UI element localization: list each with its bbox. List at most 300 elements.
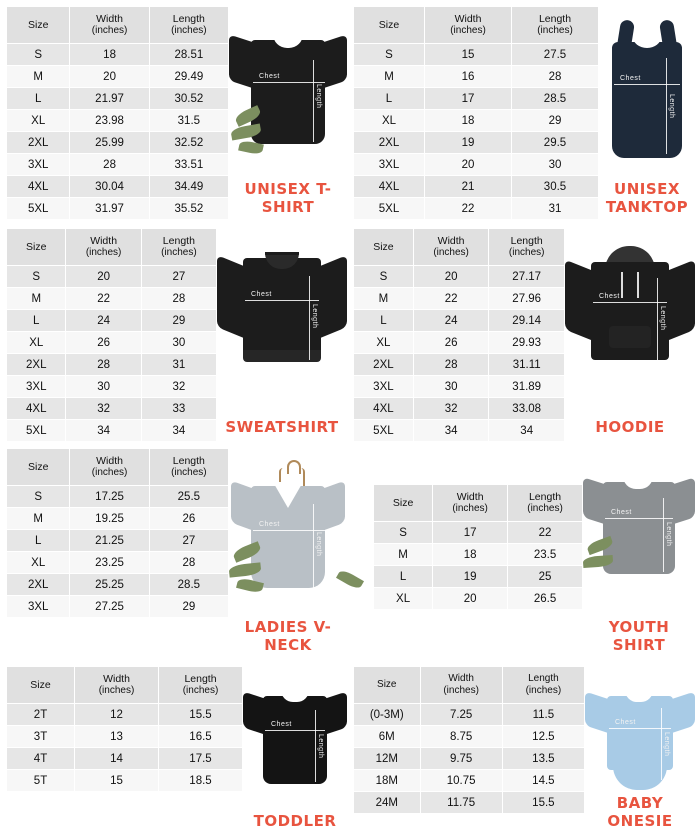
cell-size: 5XL [7, 198, 70, 220]
header-size: Size [354, 7, 425, 44]
garment-illustration-youth-shirt [583, 442, 695, 660]
size-table-wrapper [0, 222, 217, 442]
header-length-unit: (inches) [537, 25, 573, 36]
cell-width: 14 [75, 748, 159, 770]
section-hoodie [347, 222, 695, 442]
table-row [7, 288, 217, 310]
cell-size: M [354, 288, 414, 310]
cell-width: 21.97 [70, 88, 149, 110]
header-length-text: Length [528, 673, 559, 684]
cell-length: 29.14 [489, 310, 565, 332]
length-label: Length [317, 734, 324, 759]
table-row [354, 176, 599, 198]
header-width [413, 229, 489, 266]
header-size: Size [7, 667, 75, 704]
cell-width: 22 [425, 198, 512, 220]
hoodie-icon [565, 244, 695, 372]
cell-width: 20 [66, 266, 141, 288]
cell-length: 32.52 [149, 132, 228, 154]
length-measure-line [666, 58, 667, 154]
cell-size: 5XL [7, 420, 66, 442]
cell-length: 12.5 [502, 726, 584, 748]
header-width-text: Width [103, 673, 130, 685]
header-width-unit: (inches) [450, 25, 486, 36]
cell-width: 13 [75, 726, 159, 748]
cell-width: 9.75 [420, 748, 502, 770]
chest-measure-line [614, 84, 680, 85]
cell-size: S [7, 486, 70, 508]
cell-size: 2XL [354, 132, 425, 154]
table-row [374, 544, 583, 566]
header-width-unit: (inches) [98, 685, 135, 696]
chest-label: Chest [615, 719, 636, 726]
header-length-text: Length [172, 455, 205, 467]
cell-width: 23.98 [70, 110, 149, 132]
cell-length: 18.5 [159, 770, 243, 792]
table-row [354, 420, 565, 442]
cell-size: 2XL [7, 354, 66, 376]
cell-size: L [354, 88, 425, 110]
header-width [70, 7, 149, 44]
cell-size: 3XL [354, 154, 425, 176]
header-length-unit: (inches) [525, 685, 562, 696]
header-width-text: Width [96, 13, 123, 25]
header-length [141, 229, 216, 266]
length-measure-line [663, 498, 664, 572]
table-row [7, 266, 217, 288]
cell-length: 31 [512, 198, 599, 220]
table-row [354, 154, 599, 176]
cell-width: 31.97 [70, 198, 149, 220]
garment-illustration-unisex-tanktop [599, 0, 695, 222]
cell-width: 20 [413, 266, 489, 288]
table-row [7, 332, 217, 354]
vneck-collar [273, 482, 303, 508]
cell-length: 35.52 [149, 198, 228, 220]
length-label: Length [311, 304, 318, 329]
cell-size: 3XL [354, 376, 414, 398]
cell-length: 31.5 [149, 110, 228, 132]
table-header-row [354, 7, 599, 44]
cell-width: 34 [413, 420, 489, 442]
garment-illustration-unisex-tshirt [229, 0, 347, 222]
size-table-unisex-tanktop [353, 6, 599, 220]
cell-width: 8.75 [420, 726, 502, 748]
cell-width: 19.25 [70, 508, 149, 530]
cell-length: 30 [512, 154, 599, 176]
cell-size: XL [374, 588, 433, 610]
table-row [7, 110, 229, 132]
cell-size: L [354, 310, 414, 332]
header-length-text: Length [528, 491, 562, 503]
length-label: Length [668, 94, 675, 119]
cell-width: 18 [433, 544, 508, 566]
cell-width: 23.25 [70, 552, 149, 574]
cell-size: 3XL [7, 154, 70, 176]
table-row [354, 332, 565, 354]
cell-length: 34 [489, 420, 565, 442]
cell-length: 27 [141, 266, 216, 288]
cell-width: 12 [75, 704, 159, 726]
header-width [420, 667, 502, 704]
table-row [354, 44, 599, 66]
header-length-unit: (inches) [508, 247, 545, 258]
cell-length: 26.5 [508, 588, 583, 610]
cell-length: 28.51 [149, 44, 228, 66]
cell-width: 11.75 [420, 792, 502, 814]
chest-measure-line [253, 530, 325, 531]
cell-size: L [7, 530, 70, 552]
table-row [7, 726, 243, 748]
cell-length: 30 [141, 332, 216, 354]
header-width [425, 7, 512, 44]
cell-length: 27.5 [512, 44, 599, 66]
length-label: Length [665, 522, 672, 547]
cell-width: 25.25 [70, 574, 149, 596]
size-table-wrapper [0, 0, 229, 220]
vneck-icon [229, 468, 347, 596]
size-table-youth-shirt [373, 484, 583, 610]
hoodie-drawstring-left [621, 272, 623, 298]
garment-illustration-sweatshirt [217, 222, 347, 442]
cell-size: M [7, 288, 66, 310]
cell-size: (0-3M) [354, 704, 421, 726]
cell-width: 10.75 [420, 770, 502, 792]
cell-size: M [7, 508, 70, 530]
table-row [354, 288, 565, 310]
section-youth-shirt [347, 442, 695, 660]
cell-length: 34.49 [149, 176, 228, 198]
cell-width: 24 [413, 310, 489, 332]
header-size: Size [354, 667, 421, 704]
header-length [502, 667, 584, 704]
cell-width: 15 [75, 770, 159, 792]
table-header-row [374, 485, 583, 522]
cell-width: 22 [413, 288, 489, 310]
table-row [354, 266, 565, 288]
table-body [354, 266, 565, 442]
header-length-text: Length [184, 673, 217, 685]
cell-size: L [7, 88, 70, 110]
table-row [7, 574, 229, 596]
header-length-unit: (inches) [161, 247, 197, 258]
cell-size: S [374, 522, 433, 544]
size-table-unisex-tshirt [6, 6, 229, 220]
header-width-text: Width [454, 13, 482, 25]
table-row [354, 354, 565, 376]
cell-size: 24M [354, 792, 421, 814]
section-toddler [0, 660, 347, 836]
onesie-icon [585, 682, 695, 794]
cell-length: 29 [149, 596, 228, 618]
table-body [374, 522, 583, 610]
table-row [7, 552, 229, 574]
cell-length: 22 [508, 522, 583, 544]
cell-length: 17.5 [159, 748, 243, 770]
cell-length: 29.5 [512, 132, 599, 154]
table-header-row [7, 449, 229, 486]
length-measure-line [661, 708, 662, 780]
table-row [374, 566, 583, 588]
size-table-wrapper [347, 222, 565, 442]
chest-measure-line [253, 82, 325, 83]
cell-width: 7.25 [420, 704, 502, 726]
cell-length: 15.5 [159, 704, 243, 726]
chest-label: Chest [271, 721, 292, 728]
garment-label: HOODIE [595, 418, 665, 436]
cell-width: 34 [66, 420, 141, 442]
header-length [149, 449, 228, 486]
cell-size: 3XL [7, 596, 70, 618]
header-length-text: Length [162, 235, 195, 247]
cell-length: 29 [512, 110, 599, 132]
header-length-text: Length [172, 13, 205, 25]
cell-size: 4XL [7, 398, 66, 420]
section-unisex-tshirt [0, 0, 347, 222]
cell-length: 13.5 [502, 748, 584, 770]
cell-size: 2T [7, 704, 75, 726]
size-table-baby-onesie [353, 666, 585, 814]
cell-size: S [7, 44, 70, 66]
cell-width: 20 [425, 154, 512, 176]
cell-length: 33.08 [489, 398, 565, 420]
length-label: Length [663, 732, 670, 757]
table-row [374, 588, 583, 610]
header-size: Size [374, 485, 433, 522]
header-length [512, 7, 599, 44]
cell-width: 19 [433, 566, 508, 588]
section-sweatshirt [0, 222, 347, 442]
garment-label: SWEATSHIRT [225, 418, 339, 436]
garment-label: TODDLER [253, 812, 337, 830]
header-width-unit: (inches) [85, 247, 122, 258]
cell-length: 31.89 [489, 376, 565, 398]
table-row [7, 704, 243, 726]
header-width [433, 485, 508, 522]
cell-length: 25.5 [149, 486, 228, 508]
header-width-unit: (inches) [91, 25, 128, 36]
cell-width: 20 [70, 66, 149, 88]
garment-illustration-hoodie [565, 222, 695, 442]
table-row [7, 154, 229, 176]
cell-width: 26 [66, 332, 141, 354]
cell-width: 20 [433, 588, 508, 610]
cell-width: 26 [413, 332, 489, 354]
table-row [7, 176, 229, 198]
size-table-toddler [6, 666, 243, 792]
chest-label: Chest [599, 293, 620, 300]
header-width [75, 667, 159, 704]
table-row [374, 522, 583, 544]
cell-size: 5XL [354, 420, 414, 442]
header-width [66, 229, 141, 266]
cell-length: 28 [141, 288, 216, 310]
cell-size: XL [7, 110, 70, 132]
cell-size: 4XL [354, 176, 425, 198]
table-header-row [354, 229, 565, 266]
toddler-shirt-icon [243, 684, 347, 788]
table-row [354, 110, 599, 132]
cell-length: 31.11 [489, 354, 565, 376]
cell-size: 4XL [354, 398, 414, 420]
chest-label: Chest [259, 521, 280, 528]
table-row [354, 398, 565, 420]
cell-width: 30 [413, 376, 489, 398]
tanktop-icon [604, 20, 690, 160]
table-body [7, 266, 217, 442]
cell-length: 32 [141, 376, 216, 398]
cell-length: 28.5 [149, 574, 228, 596]
cell-width: 17 [425, 88, 512, 110]
hoodie-pocket [609, 326, 651, 348]
size-table-ladies-vneck [6, 448, 229, 618]
table-row [7, 486, 229, 508]
header-size: Size [354, 229, 414, 266]
hoodie-drawstring-right [637, 272, 639, 298]
cell-width: 30.04 [70, 176, 149, 198]
table-row [7, 748, 243, 770]
size-table-wrapper [0, 660, 243, 792]
chest-label: Chest [251, 291, 272, 298]
cell-size: M [354, 66, 425, 88]
cell-size: 5T [7, 770, 75, 792]
cell-size: 5XL [354, 198, 425, 220]
garment-label: YOUTH SHIRT [608, 618, 670, 654]
table-row [354, 770, 585, 792]
header-width-unit: (inches) [452, 503, 488, 514]
length-measure-line [315, 710, 316, 782]
garment-label: LADIES V-NECK [244, 618, 332, 654]
cell-width: 28 [66, 354, 141, 376]
table-header-row [7, 667, 243, 704]
cell-length: 27 [149, 530, 228, 552]
header-length [149, 7, 228, 44]
garment-illustration-baby-onesie [585, 660, 695, 836]
size-table-sweatshirt [6, 228, 217, 442]
cell-size: 18M [354, 770, 421, 792]
table-row [7, 420, 217, 442]
cell-size: XL [7, 332, 66, 354]
garment-illustration-ladies-vneck [229, 442, 347, 660]
cell-size: XL [354, 332, 414, 354]
cell-length: 29.93 [489, 332, 565, 354]
table-row [7, 88, 229, 110]
cell-length: 34 [141, 420, 216, 442]
size-table-wrapper [0, 442, 229, 618]
garment-illustration-toddler [243, 660, 347, 836]
length-label: Length [315, 532, 322, 557]
table-row [7, 770, 243, 792]
cell-size: 2XL [7, 574, 70, 596]
cell-width: 28 [413, 354, 489, 376]
table-body [7, 486, 229, 618]
header-width-text: Width [437, 235, 465, 247]
cell-width: 18 [425, 110, 512, 132]
tanktop-neck-opening [633, 26, 661, 48]
cell-length: 28.5 [512, 88, 599, 110]
length-measure-line [313, 60, 314, 142]
header-length [489, 229, 565, 266]
cell-length: 26 [149, 508, 228, 530]
size-table-wrapper [347, 0, 599, 220]
header-length-unit: (inches) [171, 25, 207, 36]
cell-width: 21.25 [70, 530, 149, 552]
length-measure-line [309, 276, 310, 360]
cell-length: 14.5 [502, 770, 584, 792]
cell-width: 27.25 [70, 596, 149, 618]
cell-size: 4T [7, 748, 75, 770]
cell-size: 4XL [7, 176, 70, 198]
cell-size: S [7, 266, 66, 288]
onesie-bottom [613, 766, 667, 790]
table-row [7, 198, 229, 220]
cell-width: 17 [433, 522, 508, 544]
size-table-hoodie [353, 228, 565, 442]
chest-measure-line [593, 302, 667, 303]
cell-length: 27.17 [489, 266, 565, 288]
header-size: Size [7, 7, 70, 44]
cell-size: L [374, 566, 433, 588]
table-row [354, 88, 599, 110]
header-width-text: Width [456, 491, 484, 503]
table-row [354, 748, 585, 770]
garment-label: BABY ONESIE [607, 794, 673, 830]
cell-size: 3XL [7, 376, 66, 398]
header-size: Size [7, 229, 66, 266]
cell-width: 25.99 [70, 132, 149, 154]
table-body [354, 44, 599, 220]
length-measure-line [657, 278, 658, 362]
cell-length: 16.5 [159, 726, 243, 748]
cell-width: 28 [70, 154, 149, 176]
cell-length: 25 [508, 566, 583, 588]
cell-size: XL [7, 552, 70, 574]
header-length-text: Length [538, 13, 572, 25]
cell-size: XL [354, 110, 425, 132]
size-table-wrapper [347, 442, 583, 610]
header-width-text: Width [448, 673, 474, 684]
cell-size: 12M [354, 748, 421, 770]
header-width-unit: (inches) [91, 467, 128, 478]
table-row [7, 376, 217, 398]
table-row [354, 726, 585, 748]
garment-label: UNISEX T-SHIRT [244, 180, 332, 216]
cell-width: 18 [70, 44, 149, 66]
cell-size: M [374, 544, 433, 566]
cell-width: 19 [425, 132, 512, 154]
cell-size: L [7, 310, 66, 332]
table-body [354, 704, 585, 814]
cell-length: 11.5 [502, 704, 584, 726]
table-row [7, 530, 229, 552]
table-row [7, 44, 229, 66]
cell-size: 6M [354, 726, 421, 748]
cell-length: 30.5 [512, 176, 599, 198]
header-width-text: Width [90, 235, 118, 247]
cell-width: 24 [66, 310, 141, 332]
table-row [354, 310, 565, 332]
chest-label: Chest [620, 75, 641, 82]
cell-width: 32 [66, 398, 141, 420]
table-row [354, 704, 585, 726]
table-header-row [354, 667, 585, 704]
cell-length: 33 [141, 398, 216, 420]
header-length [159, 667, 243, 704]
header-length-unit: (inches) [527, 503, 563, 514]
cell-size: 2XL [354, 354, 414, 376]
table-body [7, 704, 243, 792]
length-label: Length [315, 84, 322, 109]
